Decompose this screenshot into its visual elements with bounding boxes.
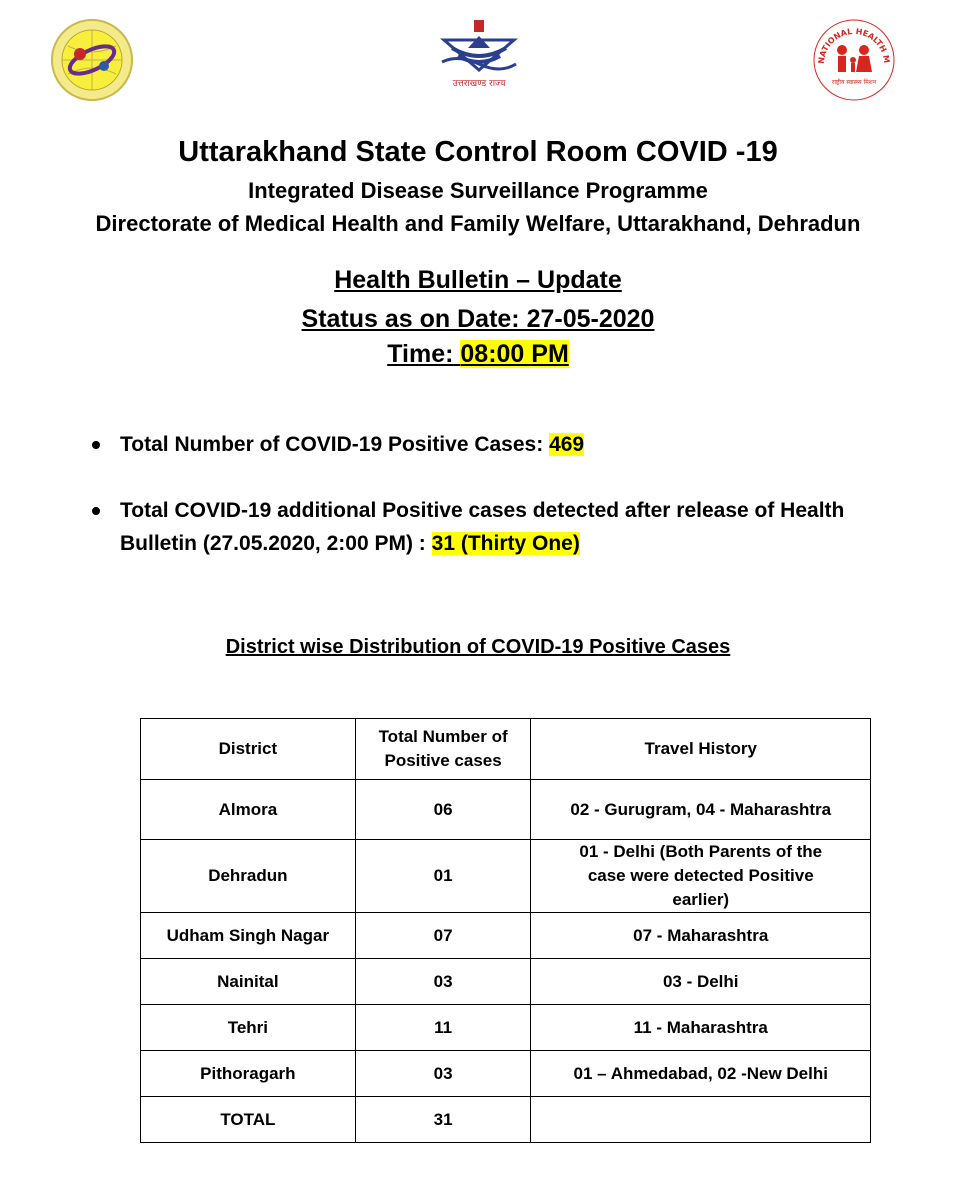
district-cell: Pithoragarh [141, 1051, 356, 1097]
idsp-logo-icon [50, 18, 134, 102]
time-value: 08:00 PM [460, 340, 569, 368]
total-cases-cell: 31 [355, 1097, 531, 1143]
travel-cell: 01 - Delhi (Both Parents of the case were detected Positive earlier) [531, 840, 871, 913]
table-row [141, 913, 871, 959]
table-total-row [141, 1097, 871, 1143]
total-cases-value: 469 [549, 433, 585, 456]
uttarakhand-emblem-icon [438, 18, 520, 90]
nhm-logo-icon [812, 18, 896, 102]
district-cell: Udham Singh Nagar [141, 913, 356, 959]
bulletin-status-date: Status as on Date: 27-05-2020 [301, 305, 655, 333]
bulletin-heading: Health Bulletin – Update [334, 266, 622, 294]
additional-cases-value: 31 (Thirty One) [431, 532, 580, 555]
cases-cell: 06 [355, 780, 531, 840]
table-row [141, 840, 871, 913]
table-title: District wise Distribution of COVID-19 Positive Cases [225, 636, 731, 658]
cases-cell: 07 [355, 913, 531, 959]
svg-text:राष्ट्रीय स्वास्थ्य मिशन: राष्ट्रीय स्वास्थ्य मिशन [831, 79, 877, 86]
district-table [140, 718, 871, 1143]
table-row [141, 959, 871, 1005]
total-cases-bullet [90, 428, 890, 461]
total-label-cell: TOTAL [141, 1097, 356, 1143]
header-cases: Total Number of Positive cases [355, 719, 531, 780]
additional-cases-label: Total COVID-19 additional Positive cases detected after release of Health Bulletin (27.05.2020, 2:00 PM) : [120, 499, 845, 555]
travel-cell: 02 - Gurugram, 04 - Maharashtra [531, 780, 871, 840]
bulletin-time [0, 340, 956, 369]
travel-cell: 03 - Delhi [531, 959, 871, 1005]
header-travel: Travel History [531, 719, 871, 780]
time-label: Time: [387, 340, 454, 368]
cases-cell: 03 [355, 1051, 531, 1097]
district-cell: Nainital [141, 959, 356, 1005]
table-row [141, 1005, 871, 1051]
cases-cell: 03 [355, 959, 531, 1005]
travel-cell: 07 - Maharashtra [531, 913, 871, 959]
page-title: Uttarakhand State Control Room COVID -19 [178, 136, 778, 168]
directorate-subtitle: Directorate of Medical Health and Family Welfare, Uttarakhand, Dehradun [95, 211, 861, 236]
total-travel-cell [531, 1097, 871, 1143]
programme-subtitle: Integrated Disease Surveillance Programme [248, 178, 708, 203]
header-district: District [141, 719, 356, 780]
travel-cell: 01 – Ahmedabad, 02 -New Delhi [531, 1051, 871, 1097]
cases-cell: 01 [355, 840, 531, 913]
table-row [141, 780, 871, 840]
table-header-row [141, 719, 871, 780]
district-cell: Dehradun [141, 840, 356, 913]
additional-cases-bullet [90, 494, 890, 560]
svg-text:NATIONAL HEALTH MISSION: NATIONAL HEALTH M [816, 26, 892, 65]
district-cell: Almora [141, 780, 356, 840]
svg-text:उत्तराखण्ड राज्य: उत्तराखण्ड राज्य [452, 79, 506, 89]
total-cases-label: Total Number of COVID-19 Positive Cases: [120, 433, 544, 456]
district-cell: Tehri [141, 1005, 356, 1051]
cases-cell: 11 [355, 1005, 531, 1051]
table-row [141, 1051, 871, 1097]
travel-cell: 11 - Maharashtra [531, 1005, 871, 1051]
